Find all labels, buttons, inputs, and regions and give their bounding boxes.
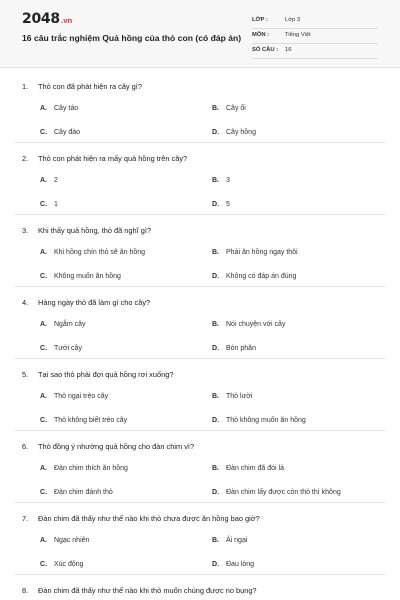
question-prompt: Đàn chim đã thấy như thế nào khi thỏ chưa được ăn hồng bao giờ? [38, 514, 260, 523]
question-text [22, 226, 151, 235]
option-text: 1 [54, 201, 58, 208]
option-text: Khi hồng chín thỏ sẽ ăn hồng [54, 249, 146, 256]
option-text: Không muốn ăn hồng [54, 273, 121, 280]
option-letter: B. [212, 465, 219, 472]
meta-class [252, 15, 378, 29]
answer-option[interactable] [40, 393, 108, 400]
answer-option[interactable] [212, 249, 298, 256]
question-number: 6. [22, 442, 29, 451]
option-text: Đàn chim đã đói lả [226, 465, 284, 472]
option-text: Nói chuyện với cây [226, 321, 286, 328]
option-text: Đàn chim lấy được còn thỏ thì không [226, 489, 341, 496]
answer-option[interactable] [40, 249, 145, 256]
option-letter: C. [40, 201, 47, 208]
answer-option[interactable] [212, 129, 256, 136]
option-text: Bón phân [226, 345, 256, 352]
question-prompt: Thỏ đồng ý nhường quả hồng cho đàn chim vì? [38, 442, 195, 451]
document-header [0, 0, 400, 68]
answer-option[interactable] [40, 465, 128, 472]
option-letter: D. [212, 201, 219, 208]
option-text: Không có đáp án đúng [226, 273, 297, 280]
option-letter: D. [212, 417, 219, 424]
option-text: Đàn chim đánh thỏ [54, 489, 113, 496]
meta-value: 16 [285, 47, 292, 53]
option-letter: D. [212, 561, 219, 568]
answer-option[interactable] [40, 129, 80, 136]
option-text: Cây hồng [226, 129, 256, 136]
answer-option[interactable] [212, 393, 252, 400]
option-letter: C. [40, 417, 47, 424]
answer-option[interactable] [40, 177, 58, 184]
answer-option[interactable] [40, 273, 121, 280]
question-text [22, 82, 142, 91]
answer-option[interactable] [212, 537, 247, 544]
answer-option[interactable] [212, 465, 284, 472]
option-letter: A. [40, 249, 47, 256]
option-text: Xúc động [54, 561, 84, 568]
logo-tld: .vn [60, 17, 73, 25]
option-text: Phải ăn hồng ngay thôi [226, 249, 298, 256]
option-letter: C. [40, 489, 47, 496]
option-letter: A. [40, 537, 47, 544]
question-text [22, 298, 150, 307]
option-letter: C. [40, 561, 47, 568]
option-letter: D. [212, 129, 219, 136]
question-prompt: Hàng ngày thỏ đã làm gì cho cây? [38, 298, 151, 307]
option-letter: A. [40, 465, 47, 472]
option-text: Cây táo [54, 105, 79, 112]
option-text: Thỏ ngại trèo cây [54, 393, 109, 400]
answer-option[interactable] [212, 561, 254, 568]
option-text: Thỏ không biết trèo cây [54, 417, 128, 424]
answer-option[interactable] [212, 417, 306, 424]
meta-value: Tiếng Việt [285, 32, 311, 38]
question-divider [14, 214, 386, 215]
question-prompt: Thỏ con phát hiện ra mấy quả hồng trên cây? [38, 154, 188, 163]
question-divider [14, 142, 386, 143]
answer-option[interactable] [212, 105, 246, 112]
option-text: Thỏ không muốn ăn hồng [226, 417, 306, 424]
question-divider [14, 358, 386, 359]
answer-option[interactable] [40, 321, 86, 328]
question-text [22, 370, 173, 379]
answer-option[interactable] [212, 489, 341, 496]
option-text: Ngắm cây [54, 321, 86, 328]
option-text: Cây đào [54, 129, 81, 136]
option-letter: D. [212, 489, 219, 496]
option-text: 5 [226, 201, 230, 208]
question-text [22, 586, 257, 595]
question-number: 4. [22, 298, 29, 307]
option-text: 3 [226, 177, 230, 184]
question-number: 1. [22, 82, 29, 91]
answer-option[interactable] [40, 537, 89, 544]
option-letter: C. [40, 273, 47, 280]
option-letter: B. [212, 537, 219, 544]
answer-option[interactable] [40, 489, 113, 496]
answer-option[interactable] [212, 321, 285, 328]
option-text: Tưới cây [54, 345, 82, 352]
answer-option[interactable] [212, 345, 256, 352]
option-letter: D. [212, 273, 219, 280]
question-number: 2. [22, 154, 29, 163]
meta-count [252, 45, 378, 59]
option-letter: A. [40, 105, 47, 112]
option-text: Thỏ lười [226, 393, 253, 400]
meta-key: LỚP : [252, 17, 268, 23]
answer-option[interactable] [212, 177, 230, 184]
option-text: Đau lòng [226, 561, 255, 568]
answer-option[interactable] [212, 273, 296, 280]
meta-value: Lớp 3 [285, 17, 301, 23]
question-number: 8. [22, 586, 29, 595]
question-prompt: Khi thấy quả hồng, thỏ đã nghĩ gì? [38, 226, 152, 235]
question-divider [14, 286, 386, 287]
question-text [22, 442, 194, 451]
option-text: Cây ổi [226, 105, 246, 112]
question-number: 5. [22, 370, 29, 379]
answer-option[interactable] [40, 345, 82, 352]
answer-option[interactable] [40, 417, 127, 424]
question-text [22, 154, 187, 163]
answer-option[interactable] [212, 201, 230, 208]
option-letter: A. [40, 393, 47, 400]
option-letter: A. [40, 177, 47, 184]
question-prompt: Tại sao thỏ phải đợi quả hồng rơi xuống? [38, 370, 174, 379]
option-text: Ngạc nhiên [54, 537, 90, 544]
question-divider [14, 574, 386, 575]
answer-option[interactable] [40, 105, 78, 112]
option-text: Ái ngại [226, 537, 248, 544]
option-letter: C. [40, 129, 47, 136]
question-number: 7. [22, 514, 29, 523]
option-letter: B. [212, 249, 219, 256]
option-letter: A. [40, 321, 47, 328]
meta-key: SỐ CÂU : [252, 47, 279, 53]
option-letter: C. [40, 345, 47, 352]
answer-option[interactable] [40, 561, 84, 568]
question-divider [14, 502, 386, 503]
logo-text: 2048 [22, 11, 60, 27]
option-text: Đàn chim thích ăn hồng [54, 465, 128, 472]
question-prompt: Đàn chim đã thấy như thế nào khi thỏ muốn chúng được no bụng? [38, 586, 257, 595]
question-text [22, 514, 260, 523]
question-divider [14, 430, 386, 431]
meta-subject [252, 30, 378, 44]
page-title: 16 câu trắc nghiệm Quả hồng của thỏ con (có đáp án) [22, 33, 242, 43]
option-text: 2 [54, 177, 58, 184]
question-prompt: Thỏ con đã phát hiện ra cây gì? [38, 82, 142, 91]
option-letter: B. [212, 393, 219, 400]
question-number: 3. [22, 226, 29, 235]
meta-key: MÔN : [252, 32, 270, 38]
option-letter: B. [212, 177, 219, 184]
option-letter: B. [212, 321, 219, 328]
answer-option[interactable] [40, 201, 58, 208]
option-letter: D. [212, 345, 219, 352]
site-logo[interactable] [22, 11, 72, 27]
option-letter: B. [212, 105, 219, 112]
